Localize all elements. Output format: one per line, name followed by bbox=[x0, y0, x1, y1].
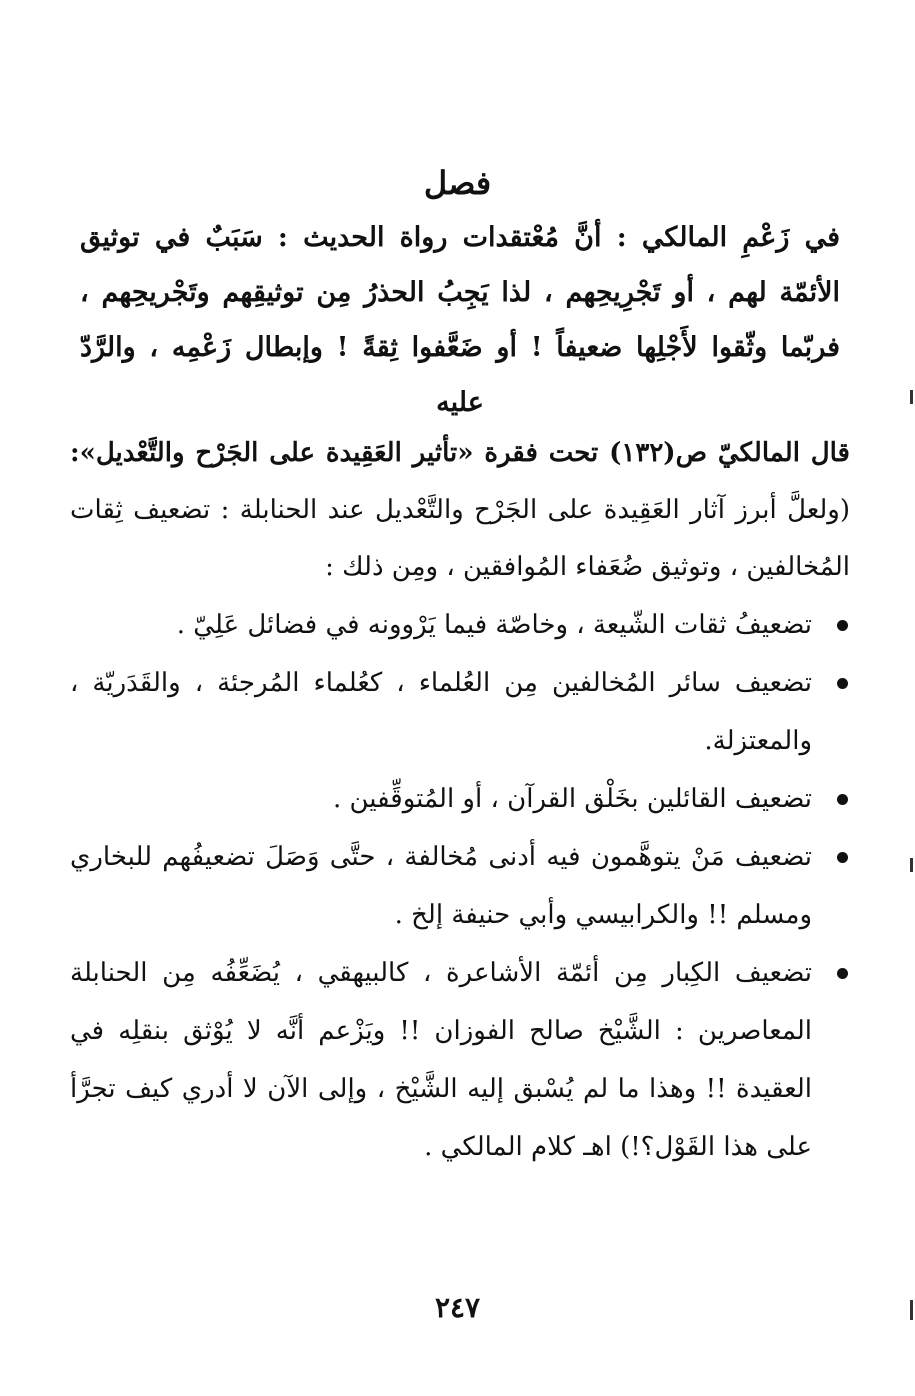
bullet-icon bbox=[837, 678, 848, 689]
page-number: ٢٤٧ bbox=[434, 1291, 481, 1324]
list-item-text: تضعيف سائر المُخالفين مِن العُلماء ، كعُلماء المُرجئة ، والقَدَريّة ، والمعتزلة. bbox=[70, 668, 812, 756]
intro-lead: قال المالكيّ ص(١٣٢) تحت فقرة «تأثير العَقِيدة على الجَرْح والتَّعْديل»: bbox=[70, 438, 850, 468]
bullet-icon bbox=[837, 620, 848, 631]
list-item bbox=[70, 770, 850, 828]
intro-body: (ولعلَّ أبرز آثار العَقِيدة على الجَرْح والتَّعْديل عند الحنابلة : تضعيف ثِقات المُخالفين ، وتوثيق ضُعَفاء المُوافقين ، ومِن ذلك : bbox=[70, 495, 850, 582]
scan-edge-mark bbox=[910, 1300, 913, 1320]
scan-edge-mark bbox=[910, 390, 913, 404]
intro-paragraph bbox=[70, 425, 850, 596]
list-item-text: تضعيف الكِبار مِن أئمّة الأشاعرة ، كالبيهقي ، يُضَعِّفُه مِن الحنابلة المعاصرين : الشَّيْخ صالح الفوزان !! ويَزْعم أنَّه لا يُوْثق بنقلِه في العقيدة !! وهذا ما لم يُسْبق إليه الشَّيْخ ، وإلى الآن لا أدري كيف تجرَّأ على هذا القَوْل؟!) اهـ كلام المالكي . bbox=[70, 958, 812, 1162]
chapter-heading: في زَعْمِ المالكي : أنَّ مُعْتقدات رواة الحديث : سَبَبٌ في توثيق الأئمّة لهم ، أو تَجْرِيحِهم ، لذا يَجِبُ الحذرُ مِن توثيقِهم وتَجْريحِهم ، فربّما وثّقوا لأَجْلِها ضعيفاً ! أو ضَعَّفوا ثِقةً ! وإبطال زَعْمِه ، والرَّدّ عليه bbox=[80, 222, 840, 418]
bullet-icon bbox=[837, 794, 848, 805]
section-title: فصل bbox=[423, 164, 492, 202]
list-item-text: تضعيف مَنْ يتوهَّمون فيه أدنى مُخالفة ، حتَّى وَصَلَ تضعيفُهم للبخاري ومسلم !! والكرابيسي وأبي حنيفة إلخ . bbox=[70, 842, 812, 930]
list-item-text: تضعيفُ ثقات الشّيعة ، وخاصّة فيما يَرْوونه في فضائل عَلِيّ . bbox=[176, 610, 812, 640]
list-item bbox=[70, 654, 850, 770]
list-item bbox=[70, 596, 850, 654]
list-item-text: تضعيف القائلين بخَلْق القرآن ، أو المُتوقِّفين . bbox=[332, 784, 812, 814]
list-item bbox=[70, 944, 850, 1176]
bullet-icon bbox=[837, 968, 848, 979]
list-item bbox=[70, 828, 850, 944]
bullet-list bbox=[70, 596, 850, 1176]
scan-edge-mark bbox=[910, 858, 913, 872]
bullet-icon bbox=[837, 852, 848, 863]
